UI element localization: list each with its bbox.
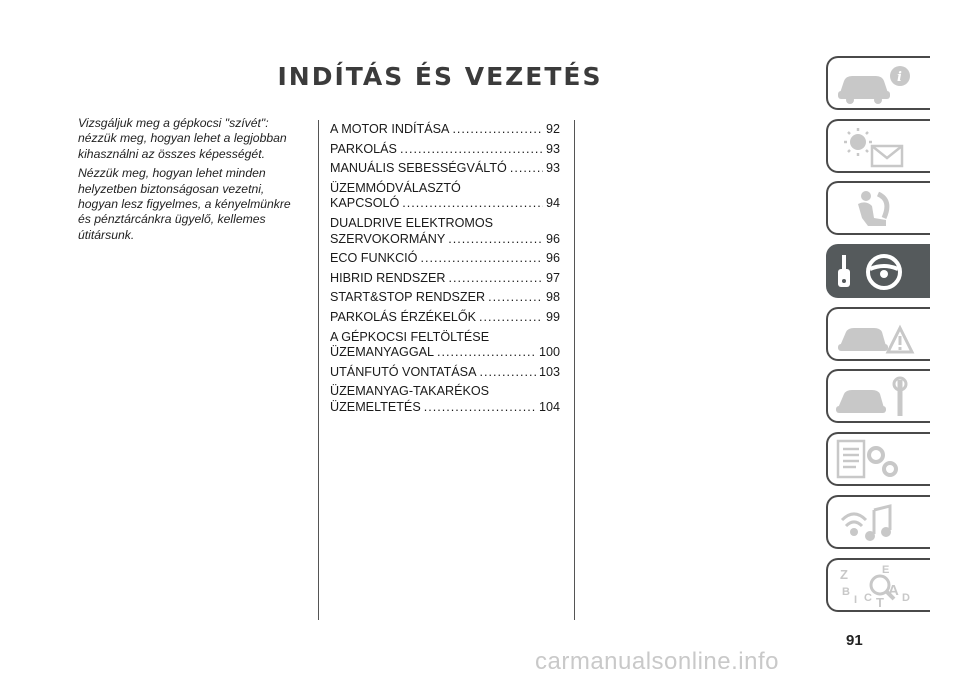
chapter-title: INDÍTÁS ÉS VEZETÉS [277, 62, 603, 91]
toc-leader-dots [400, 142, 543, 158]
toc-page-number: 94 [545, 196, 560, 211]
technical-data-icon [836, 439, 916, 481]
tab-car-info[interactable] [826, 56, 930, 110]
tab-multimedia[interactable] [826, 495, 930, 549]
index-letter: C [864, 591, 872, 604]
toc-entry[interactable] [330, 365, 560, 381]
toc-leader-dots [420, 251, 543, 267]
toc-entry[interactable] [330, 142, 560, 158]
toc-line [330, 330, 560, 346]
toc-label: UTÁNFUTÓ VONTATÁSA [330, 364, 477, 379]
toc-page-number: 97 [545, 270, 560, 285]
page-number: 91 [846, 632, 863, 649]
toc-line [330, 122, 560, 138]
toc-line [330, 216, 560, 232]
toc-line [330, 365, 560, 381]
toc-entry[interactable] [330, 330, 560, 361]
toc-label: DUALDRIVE ELEKTROMOS [330, 215, 494, 230]
toc-label: START&STOP RENDSZER [330, 290, 486, 305]
toc-leader-dots [448, 232, 543, 248]
toc-label: ÜZEMANYAGGAL [330, 345, 435, 360]
svg-text:i: i [897, 70, 902, 85]
toc-label: HIBRID RENDSZER [330, 270, 446, 285]
index-letter: Z [840, 566, 848, 582]
toc-entry[interactable] [330, 161, 560, 177]
index-letter: E [882, 564, 890, 576]
index-letter: D [902, 591, 910, 604]
toc-page-number: 96 [545, 251, 560, 266]
toc-label: A GÉPKOCSI FELTÖLTÉSE [330, 329, 490, 344]
chapter-tabs [826, 56, 930, 620]
seat-safety-icon [836, 188, 916, 230]
toc-page-number: 93 [545, 161, 560, 176]
alphabetical-index-icon [836, 565, 916, 607]
watermark: carmanualsonline.info [535, 648, 779, 675]
toc-entry[interactable] [330, 310, 560, 326]
toc-page-number: 92 [545, 122, 560, 136]
toc-line [330, 400, 560, 416]
toc-leader-dots [510, 161, 543, 177]
toc-label: ÜZEMMÓDVÁLASZTÓ [330, 180, 461, 195]
tab-emergency[interactable] [826, 307, 930, 361]
toc-leader-dots [424, 400, 536, 416]
column-divider [318, 120, 319, 620]
toc-entry[interactable] [330, 251, 560, 267]
toc-entry[interactable] [330, 290, 560, 306]
toc-line [330, 310, 560, 326]
toc-page-number: 103 [538, 364, 560, 379]
toc-leader-dots [479, 365, 536, 381]
toc-entry[interactable] [330, 122, 560, 138]
tab-maintenance[interactable] [826, 369, 930, 423]
tab-seat-safety[interactable] [826, 181, 930, 235]
toc-page-number: 99 [545, 309, 560, 324]
toc-page-number: 100 [538, 345, 560, 360]
toc-entry[interactable] [330, 216, 560, 247]
intro-paragraph: Vizsgáljuk meg a gépkocsi "szívét": nézzük meg, hogyan lehet a legjobban kihasználni az összes képességét. [78, 116, 287, 161]
multimedia-icon [836, 502, 916, 544]
toc-line [330, 161, 560, 177]
toc-label: KAPCSOLÓ [330, 196, 400, 211]
toc-line [330, 142, 560, 158]
warning-lights-icon [836, 126, 916, 168]
toc-page-number: 104 [538, 399, 560, 414]
toc-label: ÜZEMANYAG-TAKARÉKOS [330, 384, 490, 399]
tab-technical-data[interactable] [826, 432, 930, 486]
tab-warning-lights[interactable] [826, 119, 930, 173]
toc-line [330, 271, 560, 287]
toc-label: PARKOLÁS ÉRZÉKELŐK [330, 309, 477, 324]
toc-entry[interactable] [330, 181, 560, 212]
intro-paragraph: Nézzük meg, hogyan lehet minden helyzetben biztonságosan vezetni, hogyan lesz figyelmes, a kényelmünkre és pénztárcánkra ügyelő, kellemes útitársunk. [78, 166, 291, 242]
chapter-intro [78, 116, 303, 247]
toc-page-number: 96 [545, 231, 560, 246]
toc-label: ÜZEMELTETÉS [330, 399, 421, 414]
toc-line [330, 251, 560, 267]
toc-leader-dots [479, 310, 543, 326]
toc-leader-dots [402, 196, 543, 212]
toc-label: A MOTOR INDÍTÁSA [330, 122, 450, 136]
table-of-contents [330, 122, 560, 420]
toc-label: MANUÁLIS SEBESSÉGVÁLTÓ [330, 161, 507, 176]
toc-line [330, 196, 560, 212]
toc-entry[interactable] [330, 384, 560, 415]
emergency-car-icon [836, 314, 916, 356]
toc-label: ECO FUNKCIÓ [330, 251, 418, 266]
index-letter: A [888, 581, 899, 599]
toc-page-number: 98 [545, 290, 560, 305]
toc-line [330, 232, 560, 248]
index-letter: B [842, 585, 850, 598]
toc-leader-dots [448, 271, 543, 287]
toc-page-number: 93 [545, 141, 560, 156]
car-info-icon [836, 63, 916, 105]
toc-line [330, 181, 560, 197]
toc-line [330, 345, 560, 361]
toc-label: PARKOLÁS [330, 141, 397, 156]
car-maintenance-icon [836, 376, 916, 418]
tab-starting-driving[interactable] [826, 244, 930, 298]
toc-leader-dots [488, 290, 543, 306]
key-steering-wheel-icon [836, 251, 916, 293]
index-letter: T [876, 594, 884, 607]
column-divider [574, 120, 575, 620]
toc-leader-dots [437, 345, 536, 361]
toc-entry[interactable] [330, 271, 560, 287]
toc-leader-dots [452, 122, 543, 138]
toc-label: SZERVOKORMÁNY [330, 231, 446, 246]
index-letter: I [854, 593, 858, 606]
tab-index[interactable] [826, 558, 930, 612]
toc-line [330, 384, 560, 400]
toc-line [330, 290, 560, 306]
